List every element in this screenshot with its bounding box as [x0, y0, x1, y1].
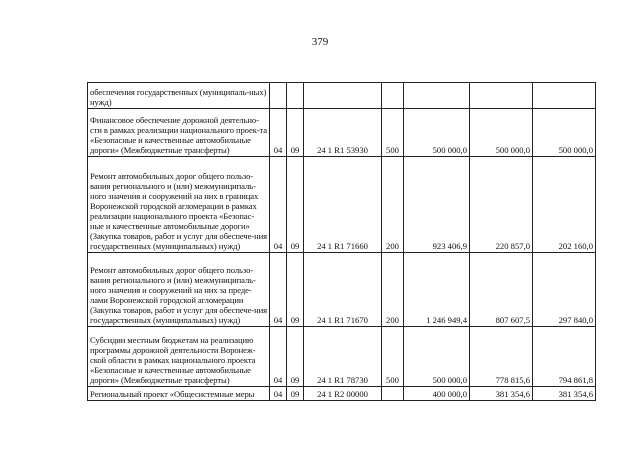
amount-3: 794 861,8	[533, 327, 596, 387]
amount-2: 778 815,6	[470, 327, 533, 387]
page-number: 379	[311, 36, 329, 48]
amount-2: 500 000,0	[470, 109, 533, 157]
expense-type-code	[382, 83, 404, 109]
row-name: Финансовое обеспечение дорожной деятельно-сти в рамках реализации национального проек-та «Безопасные и качественные автомобильные дороги» (Межбюджетные трансферты)	[88, 109, 270, 157]
target-article-code	[304, 83, 382, 109]
section-code: 04	[270, 157, 287, 253]
row-name: Региональный проект «Общесистемные меры	[88, 387, 270, 401]
section-code: 04	[270, 387, 287, 401]
amount-1: 923 406,9	[404, 157, 470, 253]
amount-3: 202 160,0	[533, 157, 596, 253]
amount-3: 297 840,0	[533, 253, 596, 327]
table-row	[88, 387, 596, 401]
subsection-code: 09	[287, 387, 304, 401]
section-code: 04	[270, 327, 287, 387]
section-code: 04	[270, 109, 287, 157]
amount-3: 381 354,6	[533, 387, 596, 401]
row-name: Субсидии местным бюджетам на реализацию программы дорожной деятельности Воронеж-ской области в рамках национального проекта «Безопасные и качественные автомобильные дороги» (Межбюджетные трансферты)	[88, 327, 270, 387]
amount-2: 220 857,0	[470, 157, 533, 253]
table-row	[88, 253, 596, 327]
subsection-code: 09	[287, 327, 304, 387]
subsection-code	[287, 83, 304, 109]
table-row	[88, 109, 596, 157]
amount-1: 1 246 949,4	[404, 253, 470, 327]
expense-type-code: 200	[382, 253, 404, 327]
row-name: Ремонт автомобильных дорог общего пользо-вания регионального и (или) межмуниципаль-ного значения и сооружений на них за преде-лами Воронежской городской агломерации (Закупка товаров, работ и услуг для обеспече-ния государственных (муниципальных) нужд)	[88, 253, 270, 327]
amount-1: 500 000,0	[404, 327, 470, 387]
expense-type-code: 200	[382, 157, 404, 253]
amount-1: 400 000,0	[404, 387, 470, 401]
amount-2	[470, 83, 533, 109]
subsection-code: 09	[287, 157, 304, 253]
amount-3: 500 000,0	[533, 109, 596, 157]
expense-type-code	[382, 387, 404, 401]
amount-1: 500 000,0	[404, 109, 470, 157]
budget-table	[87, 82, 596, 401]
expense-type-code: 500	[382, 327, 404, 387]
target-article-code: 24 1 R1 71660	[304, 157, 382, 253]
row-name: обеспечения государственных (муниципаль-ных) нужд)	[88, 83, 270, 109]
amount-3	[533, 83, 596, 109]
table-row	[88, 83, 596, 109]
section-code: 04	[270, 253, 287, 327]
row-name: Ремонт автомобильных дорог общего пользо-вания регионального и (или) межмуниципаль-ного значения и сооружений на них в границах Воронежской городской агломерации в рамках реализации национального проекта «Безопас-ные и качественные автомобильные дороги» (Закупка товаров, работ и услуг для обеспече-ния государственных (муниципальных) нужд)	[88, 157, 270, 253]
table-row	[88, 327, 596, 387]
expense-type-code: 500	[382, 109, 404, 157]
section-code	[270, 83, 287, 109]
subsection-code: 09	[287, 109, 304, 157]
target-article-code: 24 1 R1 78730	[304, 327, 382, 387]
amount-2: 807 607,5	[470, 253, 533, 327]
amount-1	[404, 83, 470, 109]
amount-2: 381 354,6	[470, 387, 533, 401]
table-row	[88, 157, 596, 253]
target-article-code: 24 1 R1 71670	[304, 253, 382, 327]
target-article-code: 24 1 R2 00000	[304, 387, 382, 401]
target-article-code: 24 1 R1 53930	[304, 109, 382, 157]
subsection-code: 09	[287, 253, 304, 327]
